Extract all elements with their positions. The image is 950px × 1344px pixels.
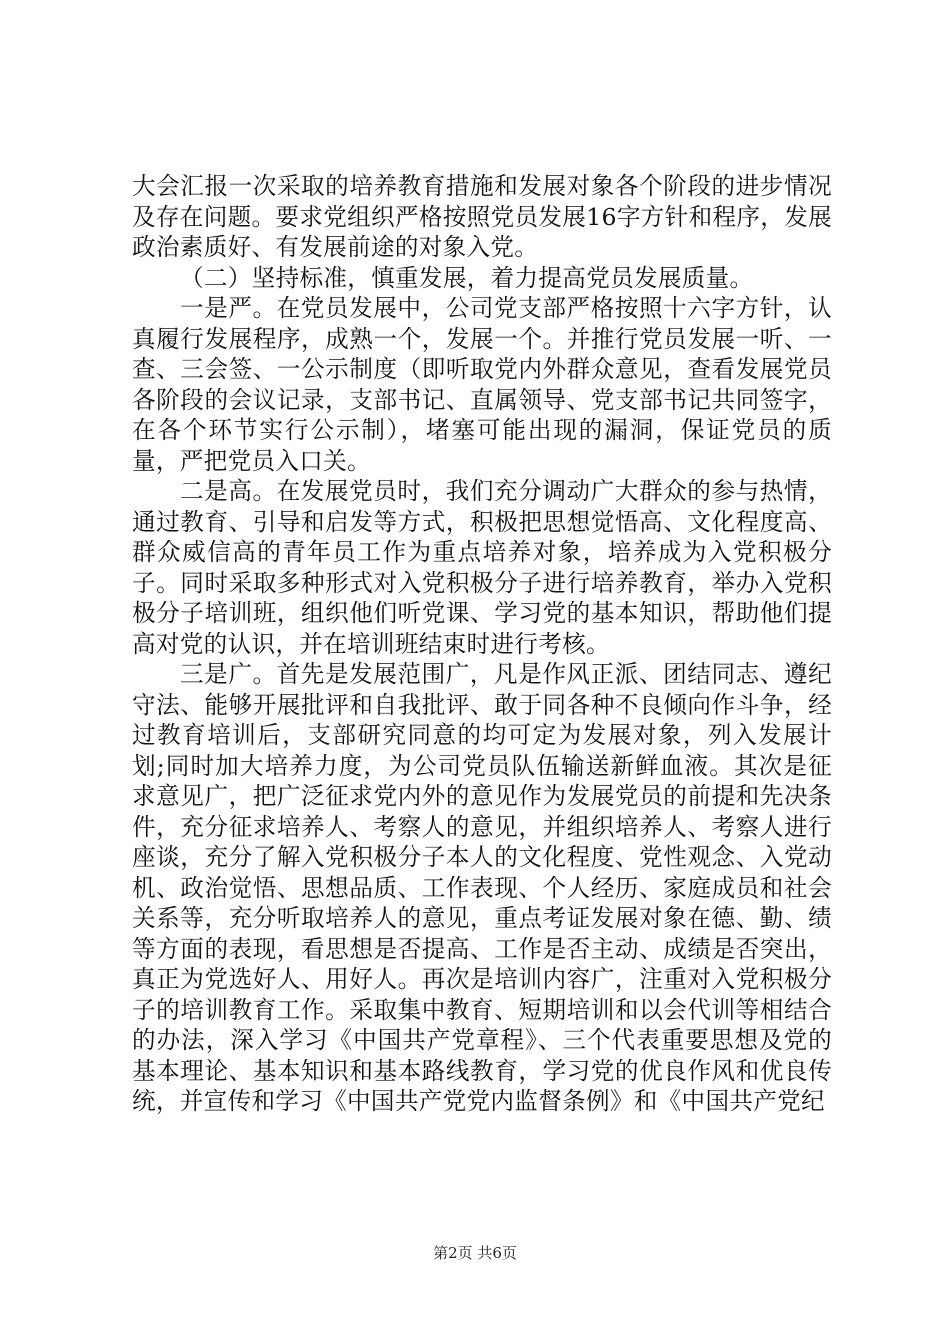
paragraph-continuation: 大会汇报一次采取的培养教育措施和发展对象各个阶段的进步情况及存在问题。要求党组织严格按照党员发展16字方针和程序，发展政治素质好、有发展前途的对象入党。: [132, 172, 832, 261]
page-footer: 第2页 共6页: [433, 1244, 517, 1262]
paragraph-high: 二是高。在发展党员时，我们充分调动广大群众的参与热情，通过教育、引导和启发等方式，积极把思想觉悟高、文化程度高、群众威信高的青年员工作为重点培养对象，培养成为入党积极分子。同时采取多种形式对入党积极分子进行培养教育，举办入党积极分子培训班，组织他们听党课、学习党的基本知识，帮助他们提高对党的认识，并在培训班结束时进行考核。: [132, 477, 832, 658]
document-body: [132, 171, 832, 1117]
paragraph-strict: 一是严。在党员发展中，公司党支部严格按照十六字方针，认真履行发展程序，成熟一个，发展一个。并推行党员发展一听、一查、三会签、一公示制度（即听取党内外群众意见，查看发展党员各阶段的会议记录，支部书记、直属领导、党支部书记共同签字，在各个环节实行公示制），堵塞可能出现的漏洞，保证党员的质量，严把党员入口关。: [132, 294, 832, 475]
paragraph-broad: 三是广。首先是发展范围广，凡是作风正派、团结同志、遵纪守法、能够开展批评和自我批评、敢于同各种不良倾向作斗争，经过教育培训后，支部研究同意的均可定为发展对象，列入发展计划;同时加大培养力度，为公司党员队伍输送新鲜血液。其次是征求意见广，把广泛征求党内外的意见作为发展党员的前提和先决条件，充分征求培养人、考察人的意见，并组织培养人、考察人进行座谈，充分了解入党积极分子本人的文化程度、党性观念、入党动机、政治觉悟、思想品质、工作表现、个人经历、家庭成员和社会关系等，充分听取培养人的意见，重点考证发展对象在德、勤、绩等方面的表现，看思想是否提高、工作是否主动、成绩是否突出，真正为党选好人、用好人。再次是培训内容广，注重对入党积极分子的培训教育工作。采取集中教育、短期培训和以会代训等相结合的办法，深入学习《中国共产党章程》、三个代表重要思想及党的基本理论、基本知识和基本路线教育，学习党的优良作风和优良传统，并宣传和学习《中国共产党党内监督条例》和《中国共产党纪: [132, 660, 832, 1115]
section-heading: （二）坚持标准，慎重发展，着力提高党员发展质量。: [180, 263, 754, 292]
